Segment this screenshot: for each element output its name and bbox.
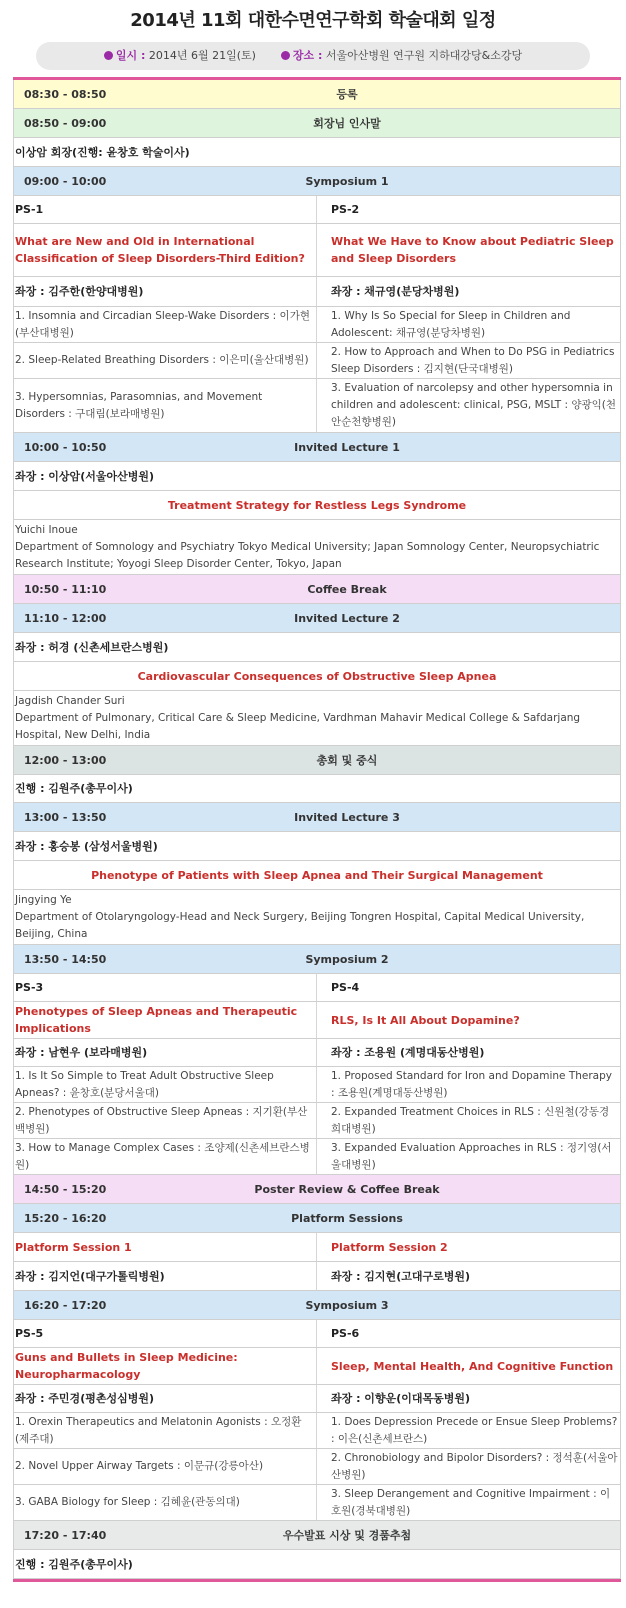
session-titles [13, 1233, 621, 1262]
session-chairs [13, 1262, 621, 1291]
talk-row [13, 1139, 621, 1175]
chair-right: 좌장 : 김지현(고대구로병원) [331, 1269, 470, 1283]
date-label: 일시 : [115, 49, 146, 62]
session-titles [13, 1002, 621, 1039]
session-name: Invited Lecture 3 [294, 811, 400, 824]
speaker-affiliation: Department of Otolaryngology-Head and Neck Surgery, Beijing Tongren Hospital, Capital Medical University, Beijing, China [15, 911, 585, 940]
lecture-title: Phenotype of Patients with Sleep Apnea and Their Surgical Management [13, 861, 621, 890]
talk-left: 1. Orexin Therapeutics and Melatonin Agonists : 오정환(제주대) [14, 1413, 317, 1448]
session-coffee-break [13, 575, 621, 604]
talk-right: 3. Sleep Derangement and Cognitive Impairment : 이호원(경북대병원) [331, 1487, 611, 1517]
talk-row [13, 1413, 621, 1449]
session-greeting [13, 109, 621, 138]
session-titles [13, 224, 621, 277]
bullet-icon [281, 51, 290, 60]
speaker-affiliation: Department of Pulmonary, Critical Care & Sleep Medicine, Vardhman Mahavir Medical College & Safdarjang Hospital, New Delhi, India [15, 712, 581, 741]
session-time: 08:50 - 09:00 [24, 117, 107, 130]
speaker-name: Yuichi Inoue [15, 524, 78, 536]
chair-right: 좌장 : 채규영(분당차병원) [331, 285, 460, 298]
speaker-block [13, 890, 621, 945]
session-time: 16:20 - 17:20 [24, 1299, 107, 1312]
code-right: PS-2 [331, 203, 360, 216]
session-symposium-2 [13, 945, 621, 974]
bullet-icon [104, 51, 113, 60]
session-registration [13, 80, 621, 109]
talk-left: 3. Hypersomnias, Parasomnias, and Movement Disorders : 구대림(보라매병원) [14, 379, 317, 432]
chair-right: 좌장 : 이향운(이대목동병원) [331, 1392, 470, 1405]
session-time: 13:00 - 13:50 [24, 811, 107, 824]
session-codes [13, 196, 621, 224]
talk-row [13, 379, 621, 433]
title-right: Platform Session 2 [331, 1240, 448, 1254]
title-left: Guns and Bullets in Sleep Medicine: Neuropharmacology [14, 1348, 317, 1384]
talk-right: 1. Proposed Standard for Iron and Dopamine Therapy : 조용원(계명대동산병원) [331, 1069, 612, 1099]
place-label: 장소 : [292, 49, 323, 62]
session-time: 14:50 - 15:20 [24, 1183, 107, 1196]
session-name: Invited Lecture 2 [294, 612, 400, 625]
session-name: Coffee Break [307, 583, 387, 596]
session-chairs [13, 1039, 621, 1067]
talk-right: 2. How to Approach and When to Do PSG in Pediatrics Sleep Disorders : 김지현(단국대병원) [331, 345, 615, 375]
talk-row [13, 1103, 621, 1139]
session-symposium-3 [13, 1291, 621, 1320]
chair-line: 좌장 : 허경 (신촌세브란스병원) [13, 633, 621, 662]
talk-right: 3. Expanded Evaluation Approaches in RLS : 정기영(서울대병원) [331, 1141, 612, 1171]
session-name: Platform Sessions [291, 1212, 403, 1225]
session-time: 09:00 - 10:00 [24, 175, 107, 188]
chair-line: 이상암 회장(진행: 윤창호 학술이사) [13, 138, 621, 167]
code-left: PS-5 [14, 1320, 317, 1347]
session-chairs [13, 1385, 621, 1413]
page-title: 2014년 11회 대한수면연구학회 학술대회 일정 [130, 10, 496, 31]
session-platform [13, 1204, 621, 1233]
title-right: Sleep, Mental Health, And Cognitive Function [331, 1359, 614, 1373]
chair-left: 좌장 : 남현우 (보라매병원) [14, 1039, 317, 1066]
chair-line: 진행 : 김원주(총무이사) [13, 775, 621, 803]
speaker-name: Jagdish Chander Suri [15, 695, 125, 707]
session-time: 17:20 - 17:40 [24, 1529, 107, 1542]
talk-right: 2. Expanded Treatment Choices in RLS : 신원철(강동경희대병원) [331, 1105, 610, 1135]
session-time: 10:00 - 10:50 [24, 441, 107, 454]
code-left: PS-3 [14, 974, 317, 1001]
session-time: 12:00 - 13:00 [24, 754, 107, 767]
title-left: Platform Session 1 [14, 1233, 317, 1261]
talk-left: 2. Novel Upper Airway Targets : 이문규(강릉아산) [14, 1449, 317, 1484]
session-invited-lecture-2 [13, 604, 621, 633]
title-right: RLS, Is It All About Dopamine? [331, 1013, 520, 1027]
code-left: PS-1 [14, 196, 317, 223]
session-invited-lecture-3 [13, 803, 621, 832]
session-awards [13, 1521, 621, 1550]
talk-row [13, 1067, 621, 1103]
talk-row [13, 1485, 621, 1521]
talk-left: 3. GABA Biology for Sleep : 김혜윤(관동의대) [14, 1485, 317, 1520]
session-name: Symposium 2 [305, 953, 389, 966]
session-name: 우수발표 시상 및 경품추첨 [282, 1529, 412, 1542]
lecture-title: Treatment Strategy for Restless Legs Syndrome [13, 491, 621, 520]
session-poster-review [13, 1175, 621, 1204]
speaker-block [13, 520, 621, 575]
session-time: 11:10 - 12:00 [24, 612, 107, 625]
chair-left: 좌장 : 김주한(한양대병원) [14, 277, 317, 306]
title-left: What are New and Old in International Classification of Sleep Disorders-Third Edition? [14, 224, 317, 276]
event-info-bar [36, 42, 590, 70]
session-codes [13, 1320, 621, 1348]
session-name: Symposium 1 [305, 175, 389, 188]
session-symposium-1 [13, 167, 621, 196]
session-name: 등록 [336, 88, 358, 101]
session-name: Poster Review & Coffee Break [254, 1183, 440, 1196]
talk-row [13, 1449, 621, 1485]
code-right: PS-4 [331, 981, 360, 994]
talk-row [13, 343, 621, 379]
chair-line: 진행 : 김원주(총무이사) [13, 1550, 621, 1579]
talk-right: 2. Chronobiology and Bipolor Disorders? : 정석훈(서울아산병원) [331, 1451, 618, 1481]
talk-row [13, 307, 621, 343]
session-time: 08:30 - 08:50 [24, 88, 107, 101]
session-codes [13, 974, 621, 1002]
title-right: What We Have to Know about Pediatric Sleep and Sleep Disorders [331, 235, 614, 265]
talk-left: 2. Phenotypes of Obstructive Sleep Apneas : 지기환(부산백병원) [14, 1103, 317, 1138]
date-value: 2014년 6월 21일(토) [148, 49, 256, 62]
session-time: 15:20 - 16:20 [24, 1212, 107, 1225]
session-name: 회장님 인사말 [313, 117, 381, 130]
talk-right: 1. Does Depression Precede or Ensue Sleep Problems? : 이은(신촌세브란스) [331, 1415, 618, 1445]
session-time: 10:50 - 11:10 [24, 583, 107, 596]
speaker-affiliation: Department of Somnology and Psychiatry Tokyo Medical University; Japan Somnology Center, Neuropsychiatric Research Institute; Yoyogi Sleep Disorder Center, Tokyo, Japan [15, 541, 600, 570]
chair-left: 좌장 : 김지언(대구가톨릭병원) [14, 1262, 317, 1290]
talk-left: 1. Insomnia and Circadian Sleep-Wake Disorders : 이가현(부산대병원) [14, 307, 317, 342]
talk-right: 3. Evaluation of narcolepsy and other hypersomnia in children and adolescent: clinical, PSG, MSLT : 양광익(천안순천향병원) [331, 382, 617, 428]
session-invited-lecture-1 [13, 433, 621, 462]
talk-left: 2. Sleep-Related Breathing Disorders : 이은미(울산대병원) [14, 343, 317, 378]
place-value: 서울아산병원 연구원 지하대강당&소강당 [325, 49, 523, 62]
session-name: Invited Lecture 1 [294, 441, 400, 454]
talk-left: 1. Is It So Simple to Treat Adult Obstructive Sleep Apneas? : 윤창호(분당서울대) [14, 1067, 317, 1102]
chair-line: 좌장 : 이상암(서울아산병원) [13, 462, 621, 491]
chair-left: 좌장 : 주민경(평촌성심병원) [14, 1385, 317, 1412]
chair-right: 좌장 : 조용원 (계명대동산병원) [331, 1046, 485, 1059]
speaker-name: Jingying Ye [15, 894, 72, 906]
code-right: PS-6 [331, 1327, 360, 1340]
speaker-block [13, 691, 621, 746]
talk-right: 1. Why Is So Special for Sleep in Children and Adolescent: 채규영(분당차병원) [331, 309, 571, 339]
schedule-table [13, 77, 621, 1582]
talk-left: 3. How to Manage Complex Cases : 조양제(신촌세브란스병원) [14, 1139, 317, 1174]
session-name: 총회 및 중식 [316, 754, 378, 767]
session-time: 13:50 - 14:50 [24, 953, 107, 966]
session-chairs [13, 277, 621, 307]
session-titles [13, 1348, 621, 1385]
lecture-title: Cardiovascular Consequences of Obstructive Sleep Apnea [13, 662, 621, 691]
title-left: Phenotypes of Sleep Apneas and Therapeutic Implications [14, 1002, 317, 1038]
chair-line: 좌장 : 홍승봉 (삼성서울병원) [13, 832, 621, 861]
session-name: Symposium 3 [305, 1299, 389, 1312]
session-general-meeting [13, 746, 621, 775]
